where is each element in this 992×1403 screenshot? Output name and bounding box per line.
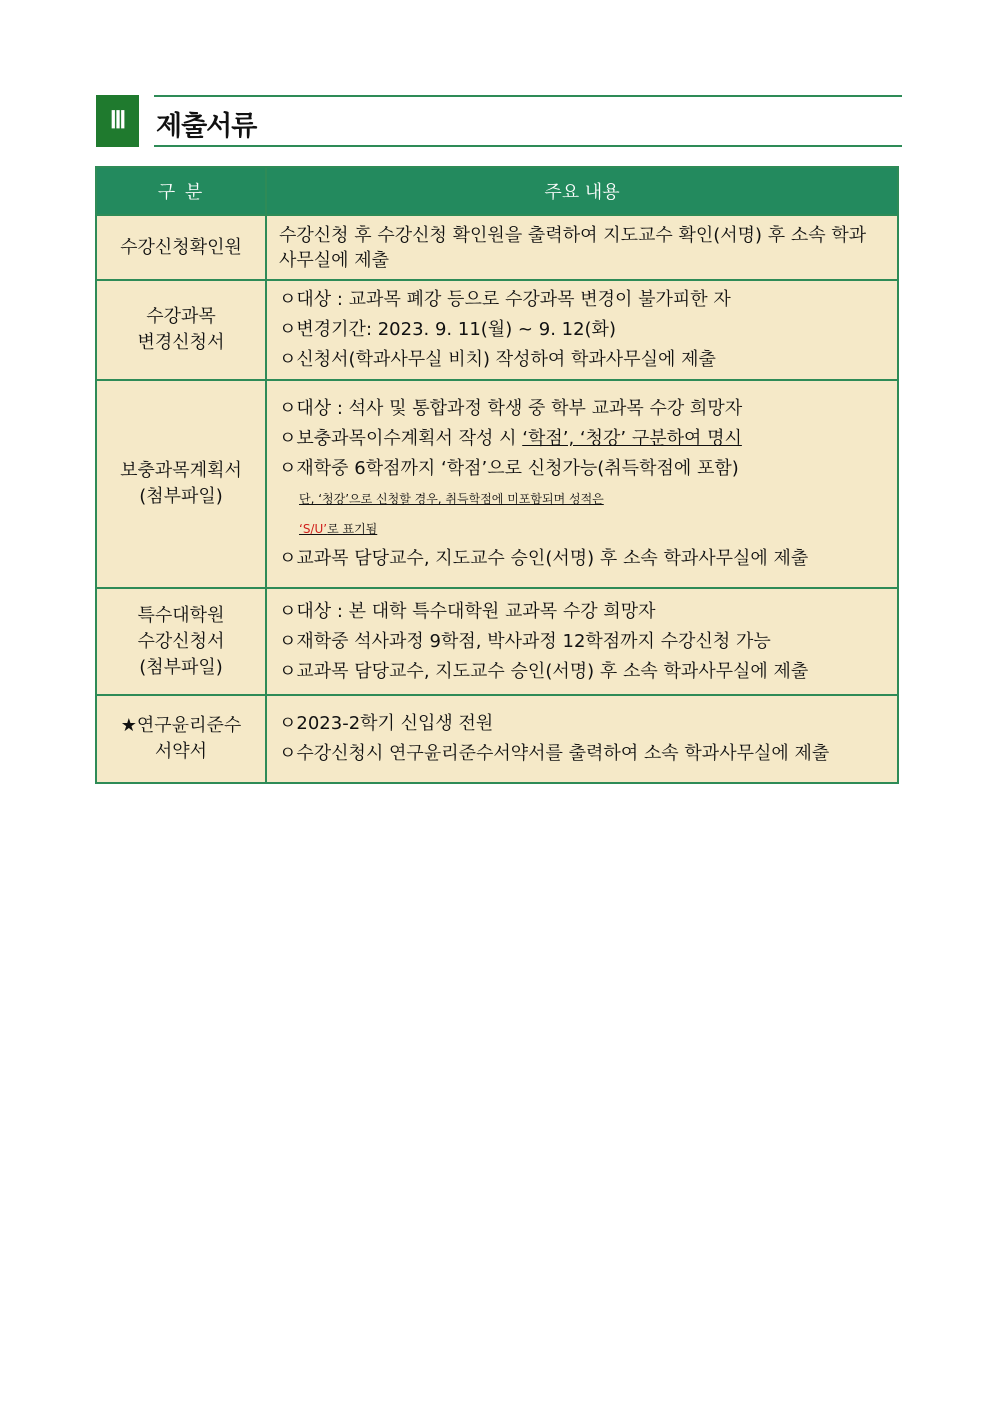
list-item: ㅇ대상 : 교과목 폐강 등으로 수강과목 변경이 불가피한 자 — [279, 289, 731, 310]
section-title-bar — [154, 95, 902, 147]
table-row — [96, 588, 898, 695]
list-item: ㅇ대상 : 본 대학 특수대학원 교과목 수강 희망자 — [279, 600, 656, 622]
submission-documents-table — [95, 166, 899, 784]
table-header-row — [96, 167, 898, 215]
list-item: ㅇ2023-2학기 신입생 전원 — [279, 713, 494, 734]
list-item: ㅇ변경기간: 2023. 9. 11(월) ~ 9. 12(화) — [279, 319, 616, 340]
list-item: ㅇ수강신청시 연구윤리준수서약서를 출력하여 소속 학과사무실에 제출 — [279, 743, 830, 764]
row-category — [96, 695, 266, 783]
row-content — [266, 588, 898, 695]
item-text: 로 표기됨 — [327, 522, 378, 536]
category-line: 수강신청서 — [137, 630, 225, 652]
header-category: 구 분 — [96, 167, 266, 215]
list-item: ㅇ대상 : 석사 및 통합과정 학생 중 학부 교과목 수강 희망자 — [279, 398, 743, 419]
row-category — [96, 280, 266, 380]
list-item-continuation — [279, 514, 889, 544]
section-number-badge: Ⅲ — [96, 95, 139, 147]
list-item: ㅇ신청서(학과사무실 비치) 작성하여 학과사무실에 제출 — [279, 349, 716, 370]
category-line: ★연구윤리준수 — [120, 715, 242, 736]
table-row — [96, 215, 898, 280]
table-row — [96, 695, 898, 783]
header-content: 주요 내용 — [266, 167, 898, 215]
su-grade-text: ‘S/U’ — [299, 522, 328, 536]
list-item: ㅇ교과목 담당교수, 지도교수 승인(서명) 후 소속 학과사무실에 제출 — [279, 548, 809, 569]
category-line: 수강과목 — [146, 306, 216, 327]
category-line: 수강신청확인원 — [120, 236, 242, 258]
list-item — [279, 424, 889, 454]
row-category — [96, 380, 266, 588]
category-line: 서약서 — [154, 741, 208, 762]
category-line: 보충과목계획서 — [120, 460, 242, 481]
row-content — [266, 695, 898, 783]
list-item: ㅇ교과목 담당교수, 지도교수 승인(서명) 후 소속 학과사무실에 제출 — [279, 660, 809, 682]
table-row — [96, 380, 898, 588]
table-row — [96, 280, 898, 380]
row-content — [266, 280, 898, 380]
item-text: ㅇ보충과목이수계획서 작성 시 — [279, 428, 523, 449]
section-title: 제출서류 — [156, 111, 257, 142]
list-item-continuation: 단, ‘청강’으로 신청할 경우, 취득학점에 미포함되며 성적은 — [299, 492, 604, 506]
category-line: 특수대학원 — [137, 604, 225, 626]
category-line: 변경신청서 — [137, 332, 225, 353]
row-category — [96, 215, 266, 280]
category-line: (첨부파일) — [139, 656, 223, 678]
row-content: 수강신청 후 수강신청 확인원을 출력하여 지도교수 확인(서명) 후 소속 학과 사무실에 제출 — [266, 215, 898, 280]
section-header — [96, 95, 902, 147]
underlined-text: ‘학점’, ‘청강’ 구분하여 명시 — [522, 428, 742, 449]
row-category — [96, 588, 266, 695]
list-item: ㅇ재학중 6학점까지 ‘학점’으로 신청가능(취득학점에 포함) — [279, 458, 739, 479]
category-line: (첨부파일) — [139, 486, 223, 507]
list-item: ㅇ재학중 석사과정 9학점, 박사과정 12학점까지 수강신청 가능 — [279, 630, 771, 652]
row-content — [266, 380, 898, 588]
